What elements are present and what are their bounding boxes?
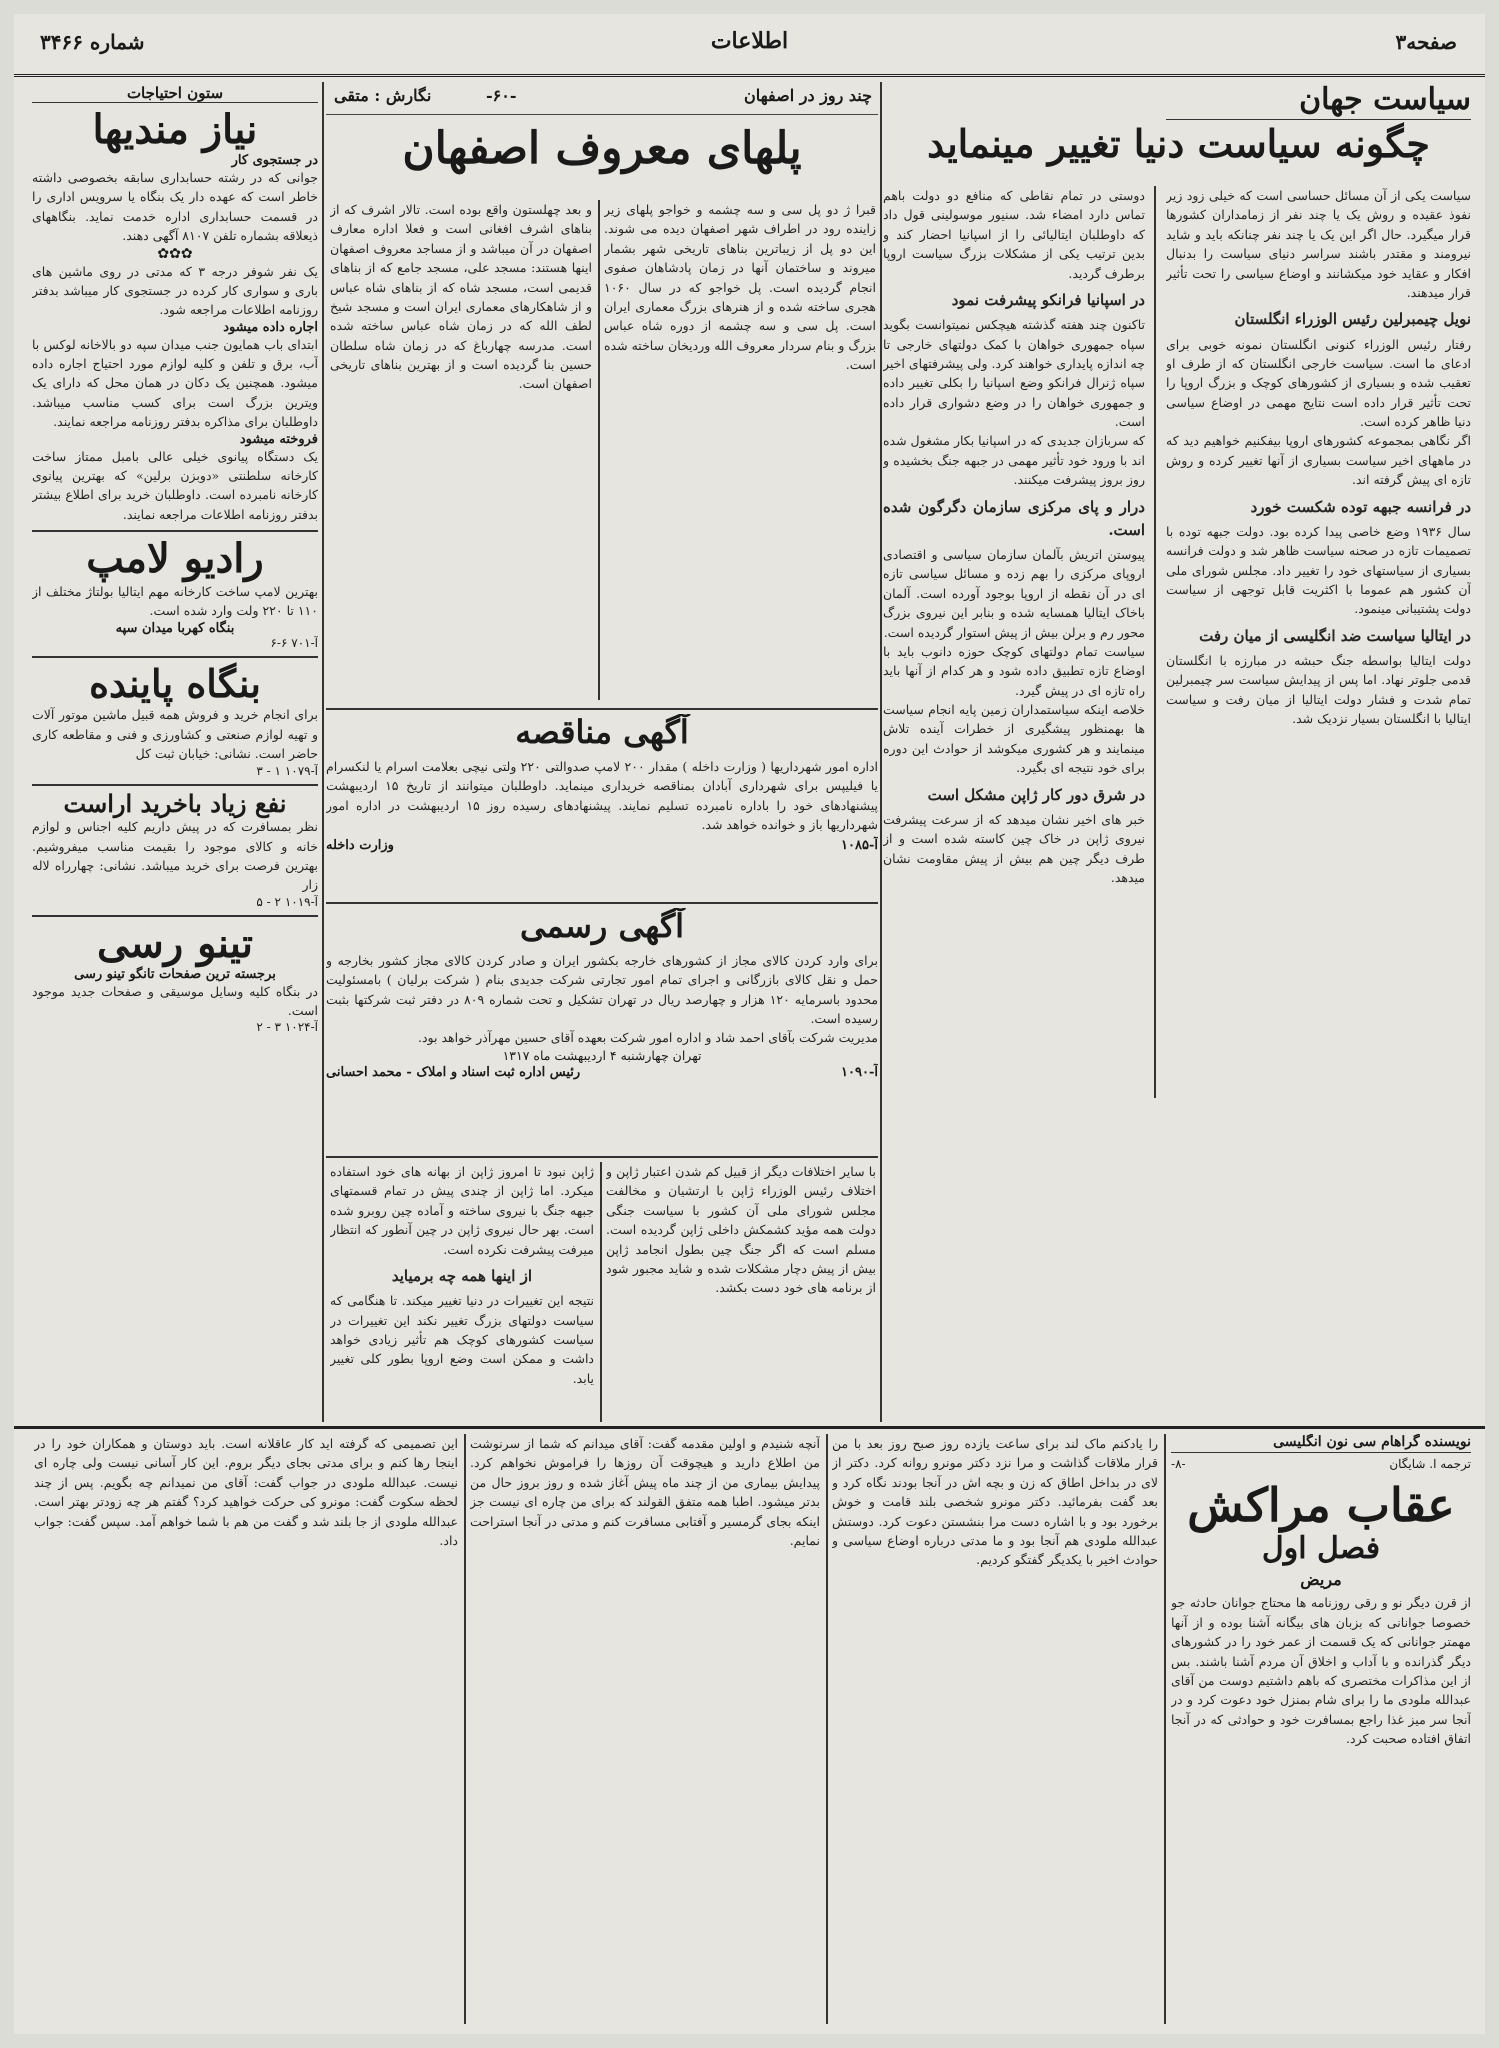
japan-right-column bbox=[606, 1162, 876, 1422]
radio-lamp-shop: بنگاه کهربا میدان سپه bbox=[115, 620, 235, 636]
newspaper-page bbox=[14, 14, 1485, 2034]
subheading: درار و پای مرکزی سازمان دگرگون شده است. bbox=[883, 497, 1145, 539]
subheading: از اینها همه چه برمیاید bbox=[391, 1266, 533, 1285]
seeking-work-text: جوانی که در رشته حسابداری سابقه بخصوصی داشته خاطر است که عهده دار یک بنگاه یا سرویس اداری را در قسمت حسابداری اداره خدمت نماید. بنگاههای ذیعلاقه بشماره تلفن ۸۱۰۷ آگهی دهند. bbox=[32, 170, 318, 244]
painde-code: آ-۱۰۷۹ ۱ - ۳ bbox=[256, 763, 318, 778]
subheading: نویل چیمبرلین رئیس الوزراء انگلستان bbox=[1234, 310, 1471, 329]
article-paragraph: نتیجه این تغییرات در دنیا تغییر میکند. تا هنگامی که سیاست دولتهای بزرگ تغییر نکند این تغییرات در سیاست کشورهای کوچک هم تأثیر زیادی خواهد داشت و ممکن است وضع اروپا بطور کلی تغییر یابد. bbox=[330, 1293, 594, 1386]
tender-code: آ-۱۰۸۵ bbox=[841, 838, 878, 854]
article-paragraph: سال ۱۹۳۶ وضع خاصی پیدا کرده بود. دولت جبهه توده با تصمیمات تازه در صحنه سیاست ظاهر شد و دولت فرانسه بسیاری از سیاستهای خود را تغییر داد. مجلس شورای ملی آن کشور هم عموما با اکثریت قابل توجهی از سیاست دولت پشتیبانی مینمود. bbox=[1166, 523, 1471, 617]
article-paragraph: با سایر اختلافات دیگر از قبیل کم شدن اعتبار ژاپن و اختلاف رئیس الوزراء ژاپن با ارتشیان و مخالفت مجلس شورای ملی آن کشور با سیاست جنگی دولت همه مؤید کشمکش داخلی ژاپن گردیده است. مسلم است که اگر جنگ چین بطول انجامد ژاپن بیش از پیش دچار مشکلات شده و شاید مجبور شود از برنامه های خود دست بکشد. bbox=[606, 1164, 876, 1296]
isfahan-headline: پلهای معروف اصفهان bbox=[402, 124, 802, 174]
world-politics-continued bbox=[883, 186, 1145, 1098]
page-number: صفحه۳ bbox=[1395, 30, 1457, 54]
painde-title: بنگاه پاینده bbox=[89, 660, 261, 706]
article-paragraph: دوستی در تمام نقاطی که منافع دو دولت باهم تماس دارد امضاء شد. سنیور موسولینی قول داد که داوطلبان ایتالیائی را از اسپانیا احضار کند و بدین ترتیب یکی از مشکلات بزرگ سیاست اروپا برطرف گردید. bbox=[883, 188, 1145, 281]
driver-ad-text: یک نفر شوفر درجه ۳ که مدتی در روی ماشین های باری و سواری کار کرده در جستجوی کار میباشد بدفتر روزنامه اطلاعات مراجعه شود. bbox=[32, 263, 318, 318]
serial-chapter: فصل اول bbox=[1261, 1530, 1381, 1566]
tino-title: تینو رسی bbox=[96, 919, 254, 967]
radio-lamp-title: رادیو لامپ bbox=[86, 535, 264, 582]
serial-author: نویسنده گراهام سی نون انگلیسی bbox=[1171, 1434, 1471, 1453]
sale-text: یک دستگاه پیانوی خیلی عالی بامبل ممتاز ساخت کارخانه سلطنتی «دوبزن برلین» که بهترین پیانوی کارخانه نامبرده است. داوطلبان خرید برای اطلاع بیشتر بدفتر روزنامه اطلاعات مراجعه نمایند. bbox=[32, 448, 318, 522]
official-ad-text: برای وارد کردن کالای مجاز از کشورهای خارجه بکشور ایران و صادر کردن کالای مجاز کشور بخارجه و حمل و نقل کالای بازرگانی و اجرای تمام امور تجارتی شرکت جدیدی بنام ( شرکت برلیان ) بامسئولیت محدود باسرمایه ۱۲۰ هزار و چهارصد ریال در تهران تشکیل و تحت شماره ۸۰۹ در دفتر ثبت شرکتها بثبت رسیده است. bbox=[326, 952, 878, 1026]
tender-text: اداره امور شهرداریها ( وزارت داخله ) مقدار ۲۰۰ لامپ صدوالتی ۲۲۰ ولتی نیچی بعلامت اسرام یا لنکسرام یا فیلیپس برای شهرداری آبادان بمناقصه خریداری مینماید. داوطلبان میتوانند از تاریخ ۱۵ اردیبهشت پیشنهادهای خود را باداره نامبرده تسلیم نمایند. پیشنهادهای رسیده روز ۱۵ اردیبهشت در اداره امور شهرداریها باز و خوانده خواهد شد. bbox=[326, 758, 878, 832]
article-paragraph: ژاپن نبود تا امروز ژاپن از بهانه های خود استفاده میکرد. اما ژاپن از چندی پیش در تمام قسمتهای جبهه جنگ با نیروی ساخته و آماده چین روبرو شده است. بهر حال نیروی ژاپن در چین آنطور که انتظار میرفت پیشرفت نکرده است. bbox=[330, 1164, 594, 1257]
radio-lamp-text: بهترین لامپ ساخت کارخانه مهم ایتالیا بولتاژ مختلف از ۱۱۰ تا ۲۲۰ ولت وارد شده است. bbox=[32, 584, 318, 619]
article-paragraph: اگر نگاهی بمجموعه کشورهای اروپا بیفکنیم خواهیم دید که در ماههای اخیر سیاست بسیاری از آنها تغییر کرده و روش تازه ای پیش گرفته اند. bbox=[1166, 433, 1471, 488]
article-paragraph: پیوستن اتریش بآلمان سازمان سیاسی و اقتصادی اروپای مرکزی را بهم زده و مسائل سیاسی تازه ای در آن نقطه از اروپا بوجود آورده است. آلمان باخاک ایتالیا همسایه شده و بنابر این نیروی بزرگ محور رم و برلن بیش از پیش استوار گردیده است. bbox=[883, 547, 1145, 640]
serial-header-column bbox=[1171, 1434, 1471, 2024]
divider-stars: ✿✿✿ bbox=[157, 245, 193, 262]
isfahan-number: -۶۰- bbox=[486, 86, 517, 105]
classifieds-header: ستون احتیاجات bbox=[32, 84, 318, 103]
serial-column-4 bbox=[34, 1434, 458, 2024]
subheading: در ایتالیا سیاست ضد انگلیسی از میان رفت bbox=[1199, 626, 1471, 645]
tino-subtitle: برجسته ترین صفحات تانگو تینو رسی bbox=[74, 966, 276, 982]
isfahan-kicker-row bbox=[326, 82, 878, 114]
article-paragraph: که سربازان جدیدی که در اسپانیا بکار مشغول شده اند با ورود خود تأثیر مهمی در جبهه جنگ بخشیده و روز بروز پیشرفت میکنند. bbox=[883, 433, 1145, 488]
official-ad-text-2: مدیریت شرکت بآقای احمد شاد و اداره امور شرکت بعهده آقای حسین مهرآذر خواهد بود. bbox=[418, 1030, 878, 1046]
subheading: در فرانسه جبهه توده شکست خورد bbox=[1250, 497, 1471, 516]
article-paragraph: آنچه شنیدم و اولین مقدمه گفت: آقای میدانم که شما از سرنوشت من اطلاع دارید و هیچوقت آن روزها را فراموش نخواهم کرد. پیدایش بیماری من از چند ماه پیش آغاز شده و روز بروز حال من بدتر میشود. اطبا همه متفق القولند که برای من چاره ای نیست جز اینکه بجای گرمسیر و آفتابی مسافرت کنم و مدتی در آنجا استراحت نمایم. bbox=[470, 1436, 820, 1548]
serial-title: عقاب مراکش bbox=[1187, 1478, 1455, 1532]
newspaper-name: اطلاعات bbox=[710, 28, 789, 54]
article-paragraph: سیاست تمام دولتهای کوچک حوزه دانوب باید با اوضاع تازه تطبیق داده شود و هر کدام از آنها باید راه تازه ای در پیش گیرد. bbox=[883, 643, 1145, 698]
page-header bbox=[14, 14, 1485, 77]
rent-text: ابتدای باب همایون جنب میدان سپه دو بالاخانه لوکس با آب، برق و تلفن و کلیه لوازم مورد احتیاج اجاره داده میشود. همچنین یک دکان در همان محل که دارای یک ویترین بزرگ است برای کسب مناسب میباشد. داوطلبان برای مذاکره بدفتر روزنامه مراجعه نمایند. bbox=[32, 336, 318, 430]
isfahan-headline-box bbox=[326, 124, 878, 194]
profit-code: آ-۱۰۱۹ ۲ - ۵ bbox=[256, 894, 318, 909]
official-ad-signature: رئیس اداره ثبت اسناد و املاک - محمد احسانی bbox=[326, 1064, 581, 1080]
official-ad-code: آ-۱۰۹۰ bbox=[841, 1064, 878, 1080]
article-paragraph: قبرا ژ دو پل سی و سه چشمه و خواجو پلهای زیر زاینده رود در اطراف شهر اصفهان دیده می شوند. این دو پل از زیباترین بناهای تاریخی شهر بشمار میروند و ساختمان آنها در زمان پادشاهان صفوی انجام گردیده است. پل خواجو که در سال ۱۰۶۰ هجری ساخته شده و از هنرهای بزرگ معماری ایران است. پل سی و سه چشمه از دوره شاه عباس بزرگ و بنام سردار معروف الله وردیخان ساخته شده است. bbox=[604, 202, 876, 372]
seeking-work-title: در جستجوی کار bbox=[231, 153, 318, 168]
japan-left-column bbox=[330, 1162, 594, 1422]
subheading: در اسپانیا فرانکو پیشرفت نمود bbox=[951, 290, 1145, 309]
article-paragraph: رفتار رئیس الوزراء کنونی انگلستان نمونه خوبی برای ادعای ما است. سیاست خارجی انگلستان که از طرف او تعقیب شده و بسیاری از کشورهای کوچک و بزرگ اروپا را تحت تأثیر قرار داده است نتایج مهمی در اوضاع سیاسی دنیا ظاهر کرده است. bbox=[1166, 336, 1471, 429]
article-paragraph: و بعد چهلستون واقع بوده است. تالار اشرف که از بناهای اشرف افغانی است و فعلا اداره معارف اصفهان در آن میباشد و از مساجد معروف اصفهان اینها هستند: مسجد علی، مسجد جامع که از بناهای قدیمی است، مسجد شاه که از بناهای شاه عباس و از شاهکارهای معماری ایران است و مسجد شیخ لطف الله که در زمان شاه عباس ساخته شده است. مدرسه چهارباغ که در زمان شاه سلطان حسین بنا گردیده است و از بهترین بناهای تاریخی اصفهان است. bbox=[330, 202, 592, 392]
article-paragraph: خلاصه اینکه سیاستمداران زمین پایه انجام سیاست ها بهمنظور پیشگیری از خطرات آینده تلاش مینمایند و هر کشوری میکوشد از حوادث این دوره برای خود نتیجه ای بگیرد. bbox=[883, 702, 1145, 776]
sale-title: فروخته میشود bbox=[239, 431, 318, 447]
official-ad bbox=[326, 908, 878, 1154]
article-paragraph: دولت ایتالیا بواسطه جنگ حبشه در مبارزه با انگلستان قدمی جلوتر نهاد. اما پس از پیدایش سیاست سر چیمبرلین تمام شدت و فشار دولت ایتالیا از میان رفت و سیاست ایتالیا با انگلستان بسیار نزدیک شد. bbox=[1166, 652, 1471, 726]
issue-number: شماره ۳۴۶۶ bbox=[40, 30, 145, 54]
section-title: سیاست جهان bbox=[1166, 82, 1471, 120]
isfahan-kicker: چند روز در اصفهان bbox=[744, 86, 872, 105]
radio-lamp-code: آ-۷۰۱ ۶-۶ bbox=[270, 635, 318, 650]
tender-signature: وزارت داخله bbox=[326, 838, 394, 854]
tino-text: در بنگاه کلیه وسایل موسیقی و صفحات جدید موجود است. bbox=[32, 983, 318, 1019]
serial-column-2 bbox=[832, 1434, 1158, 2024]
profit-text: نظر بمسافرت که در پیش داریم کلیه اجناس و لوازم خانه و کالای موجود را بقیمت مناسب میفروشیم. بهترین فرصت برای خرید میباشد. نشانی: چهارراه لاله زار bbox=[32, 819, 318, 893]
serial-part: مریض bbox=[1300, 1570, 1342, 1590]
tino-code: آ-۱۰۲۴ ۳ - ۲ bbox=[256, 1020, 318, 1035]
isfahan-body-right bbox=[604, 200, 876, 700]
tender-notice bbox=[326, 714, 878, 900]
article-paragraph: سیاست یکی از آن مسائل حساسی است که خیلی زود زیر نفوذ عقیده و روش یک یا چند نفر از زمامداران کشورها قرار میگیرد. حال اگر این یک یا چند نفر چنانکه باید و شاید نیرومند و مقتدر باشند سراسر دنیای سیاست را بدنبال افکار و عقاید خود میکشانند و اوضاع سیاسی را تحت تأثیر قرار میدهند. bbox=[1166, 188, 1471, 300]
classifieds-column bbox=[32, 84, 318, 1422]
painde-text: برای انجام خرید و فروش همه قبیل ماشین موتور آلات و تهیه لوازم صنعتی و کشاورزی و فنی و مقاطعه کاری حاضر است. نشانی: خیابان ثبت کل bbox=[32, 707, 318, 762]
rent-title: اجاره داده میشود bbox=[223, 319, 318, 335]
profit-title: نفع زیاد باخرید اراست bbox=[63, 788, 287, 818]
world-politics-body bbox=[1166, 186, 1471, 1098]
serial-column-3 bbox=[470, 1434, 820, 2024]
needs-title: نیاز مندیها bbox=[92, 106, 258, 153]
isfahan-author: نگارش : متقی bbox=[334, 86, 432, 105]
world-politics-headline-box bbox=[886, 122, 1471, 182]
article-paragraph: را یادکنم ماک لند برای ساعت یازده روز صبح روز بعد با من قرار ملاقات گذاشت و مرا نزد دکتر مونرو روانه کرد. دکتر از لای در بداخل اطاق که زن و بچه اش در آنجا بودند نگاه کرد و بعد گفت بفرمائید. دکتر مونرو شخصی بلند قامت و خوش برخورد بود و با اشاره دست مرا بنشستن دعوت کرد. دوستش عبدالله ملودی هم آنجا بود و ما مدتی درباره اوضاع سیاسی و حوادث اخیر با یکدیگر گفتگو کردیم. bbox=[832, 1436, 1158, 1568]
world-politics-headline: چگونه سیاست دنیا تغییر مینماید bbox=[927, 122, 1430, 166]
isfahan-body-left bbox=[330, 200, 592, 700]
serial-translator: ترجمه ا. شایگان bbox=[1389, 1457, 1471, 1471]
article-paragraph: این تصمیمی که گرفته اید کار عاقلانه است. باید دوستان و همکاران خود را در اینجا رها کنم و برای مدتی بجای دیگر بروم. این کار آسانی نیست ولی چاره ای نیست. عبدالله ملودی در جواب گفت: آقای من نمیدانم چه بگویم. پس از چند لحظه سکوت گفت: مونرو کی حرکت خواهید کرد؟ گفتم هر چه زودتر بهتر است. عبدالله ملودی از جا بلند شد و گفت من هم با شما خواهم آمد. سپس گفت: جواب داد. bbox=[34, 1436, 458, 1548]
article-paragraph: خبر های اخیر نشان میدهد که از سرعت پیشرفت نیروی ژاپن در خاک چین کاسته شده است و از طرف دیگر چین هم بیش از پیش مقاومت نشان میدهد. bbox=[883, 811, 1145, 885]
official-ad-title: آگهی رسمی bbox=[519, 908, 685, 945]
serial-number: -۸- bbox=[1171, 1457, 1186, 1471]
serial-text: از قرن دیگر نو و رقی روزنامه ها محتاج جوانان حادثه جو خصوصا جوانانی که بزبان های بیگانه آشنا بوده و از آنها مهمتر جوانانی که یک قسمت از عمر خود را در کشورهای دیگر گذرانده و با آداب و اخلاق آن مردم آشنا باشند. بس از این مذاکرات مختصری که باهم داشتیم دوست من آقای عبدالله ملودی ما را برای شام بمنزل خود دعوت کرد و در آنجا سر میز غذا راجع بمسافرت خود و حوادثی که در آنجا اتفاق افتاده صحبت کرد. bbox=[1171, 1595, 1471, 1747]
official-ad-date: تهران چهارشنبه ۴ اردیبهشت ماه ۱۳۱۷ bbox=[502, 1047, 702, 1063]
subheading: در شرق دور کار ژاپن مشکل است bbox=[927, 785, 1145, 804]
article-paragraph: تاکنون چند هفته گذشته هیچکس نمیتوانست بگوید سپاه جمهوری خواهان با کمک دولتهای خارجی تا چه اندازه پایداری خواهند کرد. ولی پیشرفتهای اخیر سپاه ژنرال فرانکو وضع اسپانیا را بکلی تغییر داده و جمهوری خواهان را در وضع دشواری قرار داده است. bbox=[883, 317, 1145, 429]
tender-title: آگهی مناقصه bbox=[515, 714, 689, 751]
